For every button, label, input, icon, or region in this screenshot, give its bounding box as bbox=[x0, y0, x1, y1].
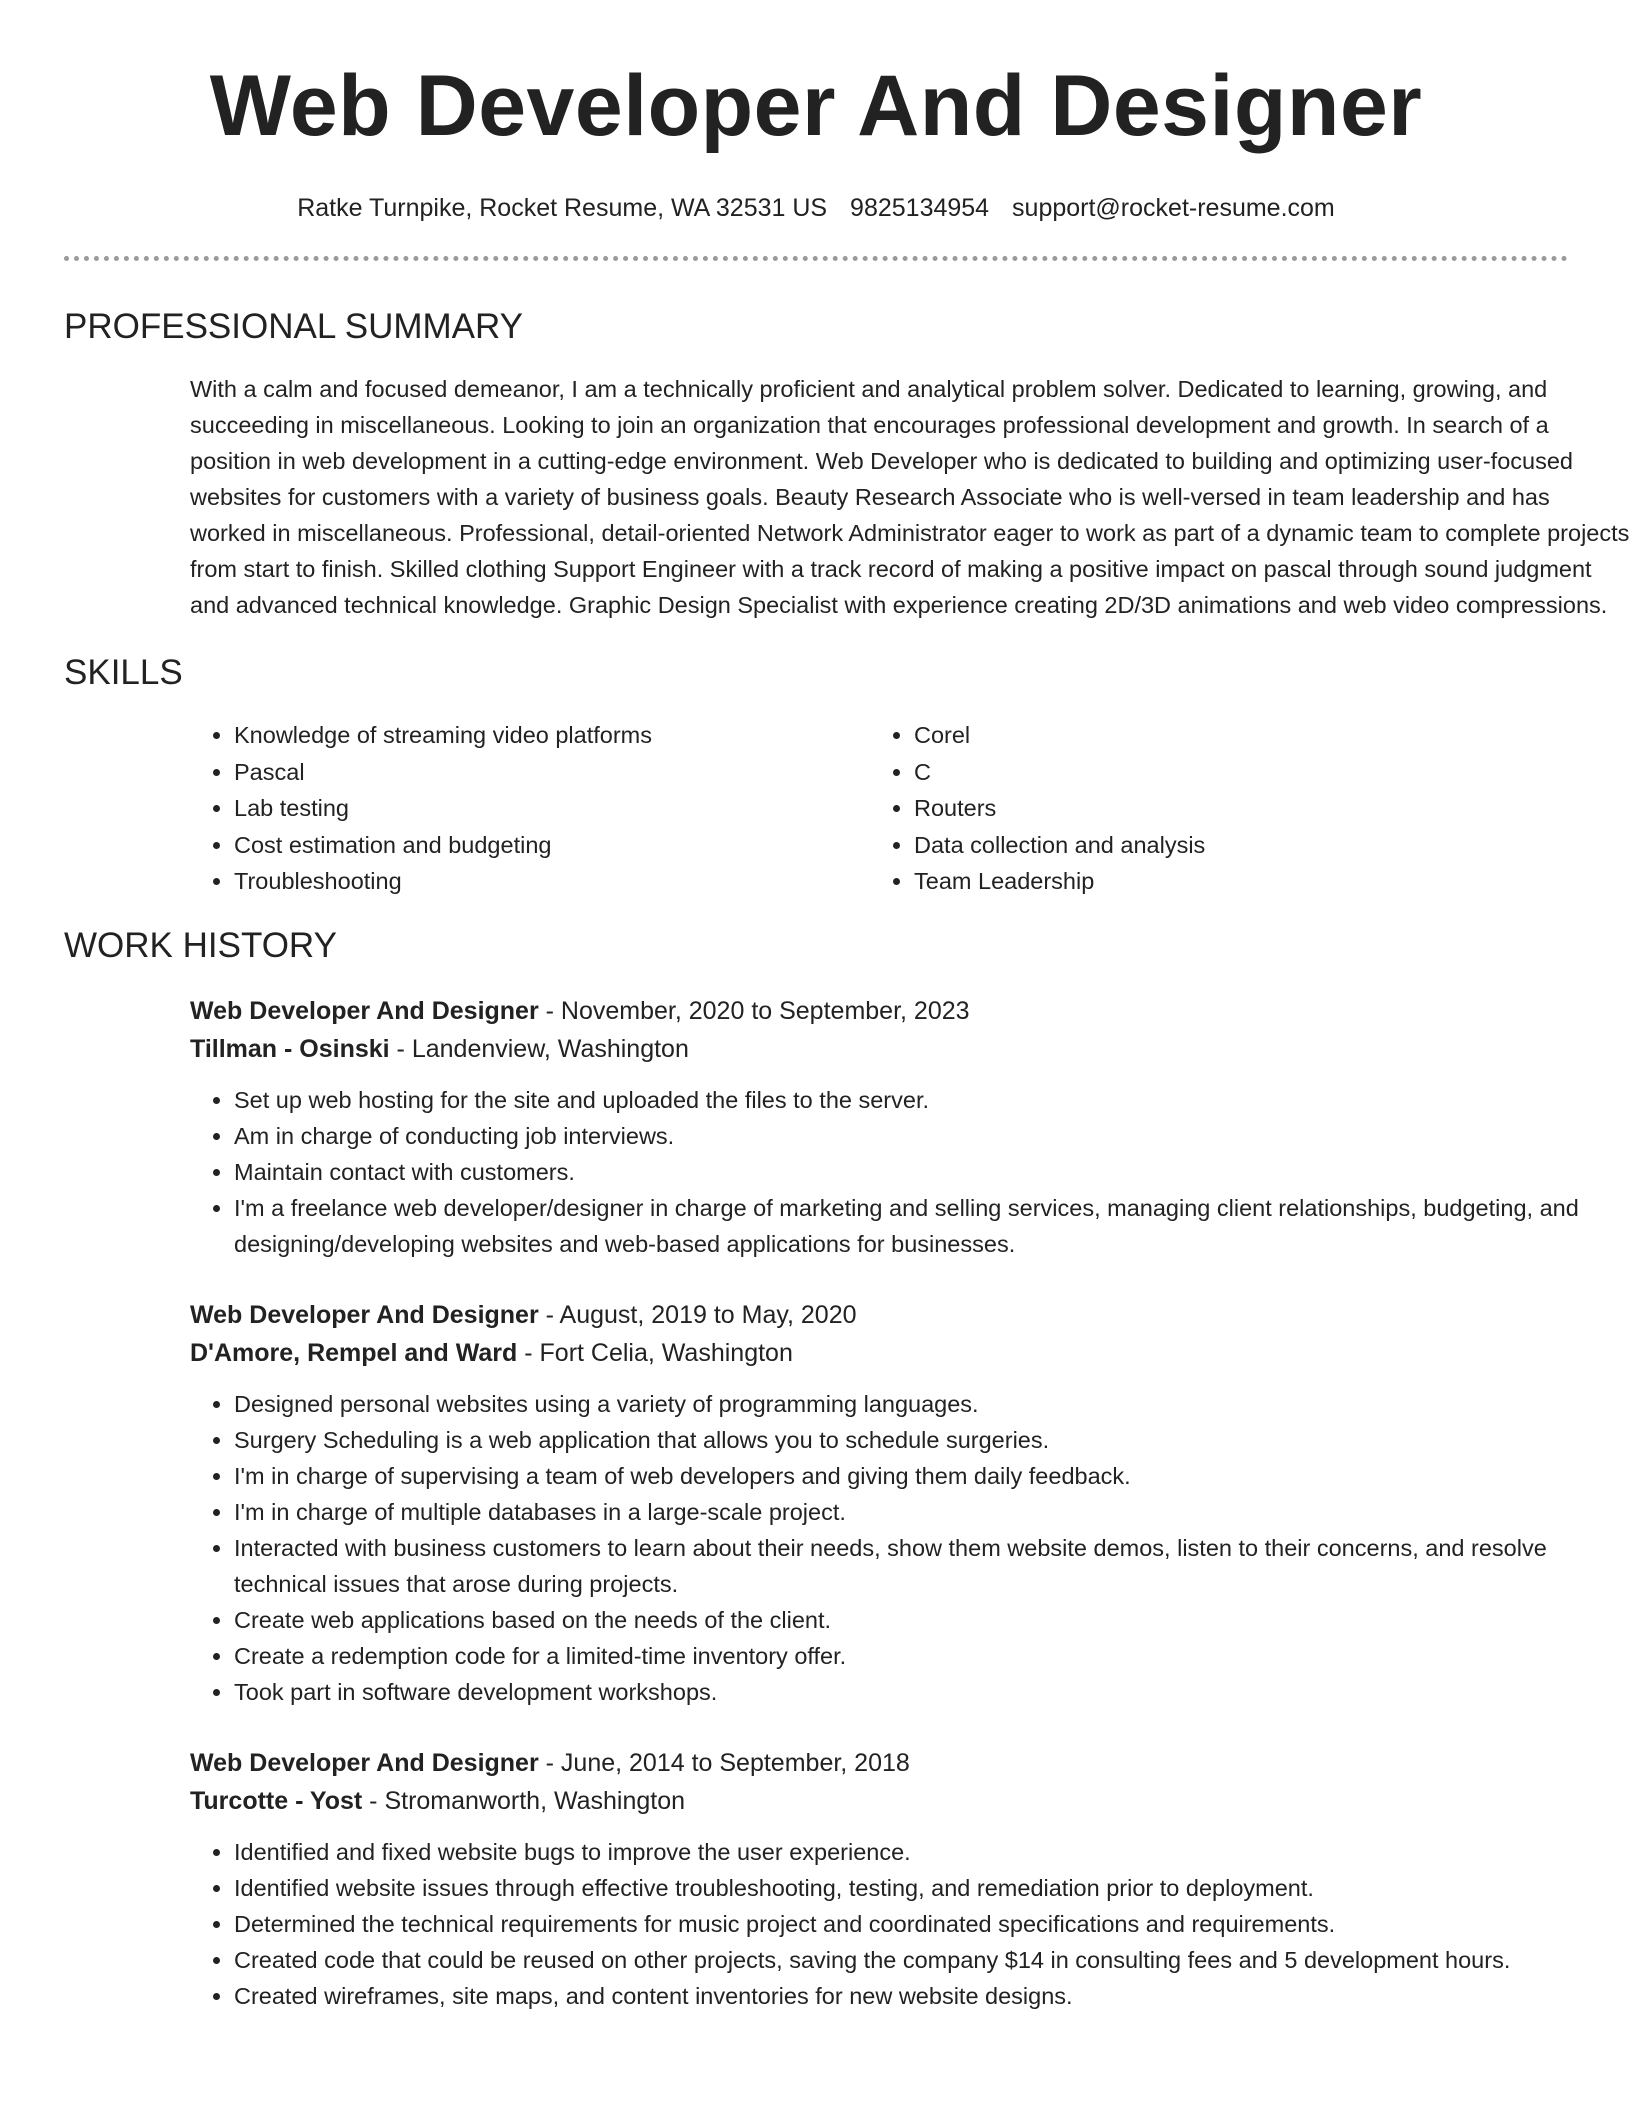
summary-text: With a calm and focused demeanor, I am a technically proficient and analytical problem solver. Dedicated to learning, growing, and succeeding in miscellaneous. Looking to join an organization that encourages professional development and growth. In search of a position in web development in a cutting-edge environment. Web Developer who is dedicated to building and optimizing user-focused websites for customers with a variety of business goals. Beauty Research Associate who is well-versed in team leadership and has worked in miscellaneous. Professional, detail-oriented Network Administrator eager to work as part of a dynamic team to complete projects from start to finish. Skilled clothing Support Engineer with a track record of making a positive impact on pascal through sound judgment and advanced technical knowledge. Graphic Design Specialist with experience creating 2D/3D animations and web video compressions. bbox=[190, 376, 1630, 618]
job-location: - Landenview, Washington bbox=[389, 1034, 689, 1063]
job-bullet: • I'm in charge of supervising a team of web developers and giving them daily feedback. bbox=[234, 1458, 1632, 1494]
contact-email: support@rocket-resume.com bbox=[1012, 194, 1335, 222]
job-company-line bbox=[190, 1334, 1568, 1372]
job-bullets bbox=[190, 1082, 1632, 1262]
contact-address: Ratke Turnpike, Rocket Resume, WA 32531 US bbox=[297, 194, 828, 222]
job-company: D'Amore, Rempel and Ward bbox=[190, 1338, 518, 1367]
job-dates: - November, 2020 to September, 2023 bbox=[538, 996, 970, 1025]
job-bullet: • Am in charge of conducting job interviews. bbox=[234, 1118, 1632, 1154]
job-bullet: • Set up web hosting for the site and uploaded the files to the server. bbox=[234, 1082, 1632, 1118]
job-company-line bbox=[190, 1030, 1568, 1068]
skill-item: • C bbox=[914, 754, 1205, 791]
job-bullet: • Took part in software development workshops. bbox=[234, 1674, 1632, 1710]
summary-heading: PROFESSIONAL SUMMARY bbox=[64, 307, 523, 346]
skill-item: • Pascal bbox=[234, 754, 870, 791]
job-entry bbox=[190, 992, 1579, 1262]
job-bullet: • Maintain contact with customers. bbox=[234, 1154, 1632, 1190]
job-bullet: • Surgery Scheduling is a web application that allows you to schedule surgeries. bbox=[234, 1422, 1632, 1458]
resume-title: Web Developer And Designer bbox=[209, 58, 1423, 154]
contact-info bbox=[64, 192, 1568, 224]
skills-column-2 bbox=[870, 717, 1205, 900]
job-company-line bbox=[190, 1782, 1568, 1820]
job-bullet: • Designed personal websites using a variety of programming languages. bbox=[234, 1386, 1632, 1422]
work-history-heading: WORK HISTORY bbox=[64, 925, 337, 965]
job-location: - Fort Celia, Washington bbox=[517, 1338, 793, 1367]
job-bullet: • Create a redemption code for a limited-time inventory offer. bbox=[234, 1638, 1632, 1674]
job-bullet: • Create web applications based on the needs of the client. bbox=[234, 1602, 1632, 1638]
skill-item: • Team Leadership bbox=[914, 863, 1205, 900]
skill-item: • Routers bbox=[914, 790, 1205, 827]
job-location: - Stromanworth, Washington bbox=[362, 1786, 686, 1815]
job-bullet: • Identified website issues through effective troubleshooting, testing, and remediation prior to deployment. bbox=[234, 1870, 1632, 1906]
job-role: Web Developer And Designer bbox=[190, 1300, 539, 1329]
job-title-line bbox=[190, 1296, 1568, 1334]
job-bullet: • I'm a freelance web developer/designer in charge of marketing and selling services, managing client relationships, budgeting, and designing/developing websites and web-based applications for businesses. bbox=[234, 1190, 1632, 1262]
job-bullets bbox=[190, 1834, 1632, 2014]
skills-column-1 bbox=[190, 717, 870, 900]
job-company: Tillman - Osinski bbox=[190, 1034, 390, 1063]
job-role: Web Developer And Designer bbox=[190, 1748, 539, 1777]
job-bullet: • Interacted with business customers to learn about their needs, show them website demos, listen to their concerns, and resolve technical issues that arose during projects. bbox=[234, 1530, 1632, 1602]
skill-item: • Cost estimation and budgeting bbox=[234, 827, 870, 864]
skill-item: • Data collection and analysis bbox=[914, 827, 1205, 864]
header-divider bbox=[64, 256, 1568, 261]
job-role: Web Developer And Designer bbox=[190, 996, 539, 1025]
job-title-line bbox=[190, 1744, 1568, 1782]
skills-heading: SKILLS bbox=[64, 653, 183, 692]
job-bullets bbox=[190, 1386, 1632, 1710]
job-bullet: • I'm in charge of multiple databases in a large-scale project. bbox=[234, 1494, 1632, 1530]
job-dates: - August, 2019 to May, 2020 bbox=[538, 1300, 857, 1329]
skill-item: • Knowledge of streaming video platforms bbox=[234, 717, 870, 754]
contact-phone: 9825134954 bbox=[850, 194, 990, 222]
job-bullet: • Created code that could be reused on other projects, saving the company $14 in consulting fees and 5 development hours. bbox=[234, 1942, 1632, 1978]
job-company: Turcotte - Yost bbox=[190, 1786, 363, 1815]
skill-item: • Corel bbox=[914, 717, 1205, 754]
job-title-line bbox=[190, 992, 1568, 1030]
skills-list bbox=[190, 717, 1568, 900]
job-bullet: • Identified and fixed website bugs to improve the user experience. bbox=[234, 1834, 1632, 1870]
job-bullet: • Created wireframes, site maps, and content inventories for new website designs. bbox=[234, 1978, 1632, 2014]
job-entry bbox=[190, 1744, 1568, 2014]
job-dates: - June, 2014 to September, 2018 bbox=[538, 1748, 910, 1777]
skill-item: • Lab testing bbox=[234, 790, 870, 827]
job-entry bbox=[190, 1296, 1568, 1710]
skill-item: • Troubleshooting bbox=[234, 863, 870, 900]
job-bullet: • Determined the technical requirements for music project and coordinated specifications and requirements. bbox=[234, 1906, 1632, 1942]
